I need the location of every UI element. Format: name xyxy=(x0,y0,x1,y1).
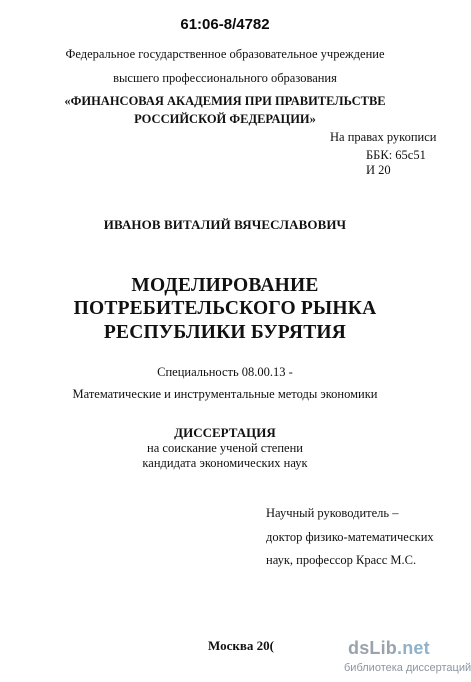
specialty-name: Математические и инструментальные методы экономики xyxy=(72,387,378,401)
city-year: Москва 20( xyxy=(208,638,274,653)
institution-line-1: Федеральное государственное образовательное учреждение xyxy=(65,47,385,61)
supervisor-name: наук, профессор Красс М.С. xyxy=(266,553,417,567)
supervisor-degree: доктор физико-математических xyxy=(266,530,434,544)
supervisor-label: Научный руководитель – xyxy=(266,506,399,520)
watermark-logo-main: dsLib xyxy=(348,638,397,658)
watermark-logo xyxy=(348,638,430,659)
author-name: ИВАНОВ ВИТАЛИЙ ВЯЧЕСЛАВОВИЧ xyxy=(103,217,347,232)
watermark-tagline: библиотека диссертаций xyxy=(344,662,471,674)
academy-name-line-1: «ФИНАНСОВАЯ АКАДЕМИЯ ПРИ ПРАВИТЕЛЬСТВЕ xyxy=(64,94,386,108)
index-code: И 20 xyxy=(366,163,391,177)
title-line-3: РЕСПУБЛИКИ БУРЯТИЯ xyxy=(103,322,347,343)
watermark-logo-suffix: .net xyxy=(397,638,430,658)
degree-line-2: кандидата экономических наук xyxy=(142,456,308,470)
title-line-2: ПОТРЕБИТЕЛЬСКОГО РЫНКА xyxy=(73,298,377,319)
institution-line-2: высшего профессионального образования xyxy=(113,71,337,85)
watermark xyxy=(344,638,471,678)
academy-name-line-2: РОССИЙСКОЙ ФЕДЕРАЦИИ» xyxy=(134,112,316,126)
bbk-code: ББК: 65с51 xyxy=(366,148,426,162)
specialty-code: Специальность 08.00.13 - xyxy=(157,365,293,379)
dissertation-heading: ДИССЕРТАЦИЯ xyxy=(174,425,276,440)
title-line-1: МОДЕЛИРОВАНИЕ xyxy=(131,275,319,296)
archive-code: 61:06-8/4782 xyxy=(180,16,270,33)
degree-line-1: на соискание ученой степени xyxy=(147,441,303,455)
manuscript-rights-note: На правах рукописи xyxy=(330,130,437,144)
